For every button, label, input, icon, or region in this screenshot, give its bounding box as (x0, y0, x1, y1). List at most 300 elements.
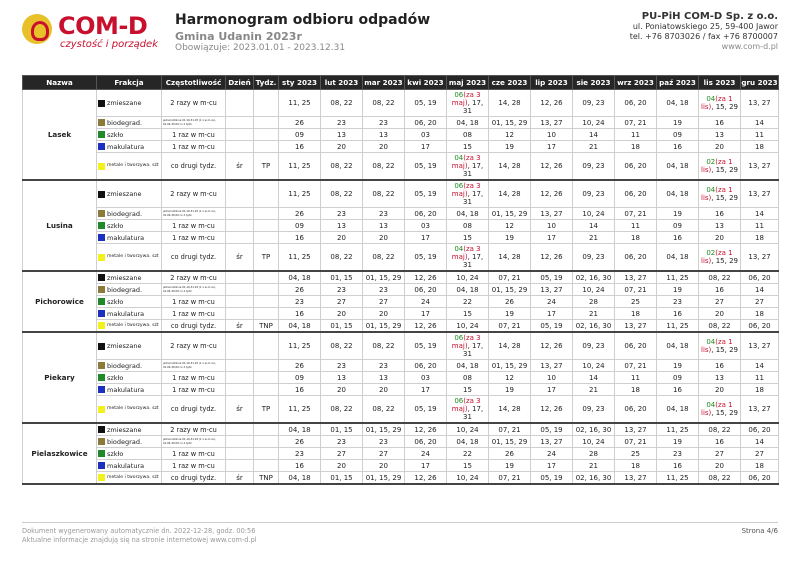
pickup-dates-cell: 07, 21 (615, 117, 657, 129)
fraction-cell (97, 423, 162, 436)
fraction-color-swatch (98, 374, 105, 381)
fraction-color-swatch (98, 143, 105, 150)
day-cell (226, 332, 254, 360)
pickup-dates-cell: 19 (657, 436, 699, 448)
week-cell (254, 384, 279, 396)
week-cell (254, 232, 279, 244)
pickup-dates-cell: 24 (531, 448, 573, 460)
pickup-dates-cell: 01, 15 (321, 271, 363, 284)
pickup-dates-cell: 08, 22 (363, 244, 405, 272)
column-header: maj 2023 (447, 76, 489, 90)
pickup-dates-cell: 25 (615, 296, 657, 308)
pickup-dates-cell: 03 (405, 372, 447, 384)
pickup-dates-cell: 26 (489, 296, 531, 308)
table-row (23, 472, 779, 485)
pickup-dates-cell: 06, 20 (405, 360, 447, 372)
table-row (23, 208, 779, 220)
pickup-dates-cell: 23 (657, 296, 699, 308)
table-row (23, 271, 779, 284)
pickup-dates-cell: 23 (321, 284, 363, 296)
pickup-dates-cell: 23 (279, 448, 321, 460)
pickup-dates-cell: 20 (321, 141, 363, 153)
remaining-dates: , 17, 31 (463, 162, 484, 178)
pickup-dates-cell: 01, 15, 29 (489, 208, 531, 220)
pickup-dates-cell: 12 (489, 372, 531, 384)
pickup-dates-cell: 13 (699, 129, 741, 141)
pickup-dates-cell: 16 (699, 208, 741, 220)
week-cell (254, 360, 279, 372)
pickup-dates-cell: 04, 18 (657, 90, 699, 117)
fraction-color-swatch (98, 474, 105, 481)
frequency-label: 2 razy w m-cu (170, 342, 217, 350)
pickup-dates-cell: 06, 20 (405, 208, 447, 220)
shifted-date: 06 (454, 182, 464, 190)
day-cell: śr (226, 320, 254, 333)
fraction-color-swatch (98, 386, 105, 393)
pickup-dates-cell: 26 (279, 117, 321, 129)
pickup-dates-cell: 18 (615, 141, 657, 153)
pickup-dates-cell (699, 153, 741, 181)
pickup-dates-cell: 07, 21 (489, 423, 531, 436)
pickup-dates-cell: 11, 25 (279, 244, 321, 272)
pickup-dates-cell: 18 (615, 460, 657, 472)
pickup-dates-cell: 09 (279, 129, 321, 141)
pickup-dates-cell: 13, 27 (741, 90, 779, 117)
fraction-label: metale i tworzywa. szt (107, 406, 159, 411)
pickup-dates-cell: 16 (699, 117, 741, 129)
table-row (23, 460, 779, 472)
fraction-label: zmieszane (107, 273, 142, 282)
pickup-dates-cell: 23 (363, 284, 405, 296)
table-row (23, 90, 779, 117)
pickup-dates-cell: 09, 23 (573, 332, 615, 360)
frequency-cell (162, 372, 226, 384)
week-cell (254, 129, 279, 141)
pickup-dates-cell: 01, 15, 29 (363, 423, 405, 436)
frequency-cell (162, 220, 226, 232)
remaining-dates: , 15, 29 (711, 257, 738, 265)
week-cell (254, 308, 279, 320)
pickup-dates-cell: 11, 25 (279, 396, 321, 424)
pickup-dates-cell: 18 (615, 232, 657, 244)
pickup-dates-cell: 23 (321, 360, 363, 372)
day-cell (226, 460, 254, 472)
frequency-label: 1 raz w m-cu (172, 297, 215, 306)
pickup-dates-cell: 12, 26 (531, 244, 573, 272)
fraction-color-swatch (98, 274, 105, 281)
table-row (23, 372, 779, 384)
pickup-dates-cell: 12, 26 (531, 396, 573, 424)
pickup-dates-cell: 14 (741, 208, 779, 220)
remaining-dates: , 17, 31 (463, 253, 484, 269)
pickup-dates-cell: 20 (699, 232, 741, 244)
pickup-dates-cell: 13, 27 (531, 284, 573, 296)
fraction-color-swatch (98, 362, 105, 369)
pickup-dates-cell: 17 (405, 232, 447, 244)
frequency-cell (162, 472, 226, 485)
pickup-dates-cell: 13, 27 (615, 271, 657, 284)
company-phone: tel. +76 8703026 / fax +76 8700007 (629, 32, 778, 41)
pickup-dates-cell: 14, 28 (489, 332, 531, 360)
day-cell (226, 436, 254, 448)
pickup-dates-cell: 12 (489, 129, 531, 141)
pickup-dates-cell: 01, 15, 29 (489, 360, 531, 372)
day-cell: śr (226, 472, 254, 485)
frequency-label: jednorodzinne 01.10-31.03 (1 x w m-cu), 01.04-30.09 co 2 tydz. (163, 119, 216, 126)
day-cell (226, 372, 254, 384)
pickup-dates-cell: 18 (615, 308, 657, 320)
frequency-cell (162, 296, 226, 308)
pickup-dates-cell: 23 (657, 448, 699, 460)
pickup-dates-cell (699, 332, 741, 360)
fraction-label: zmieszane (107, 425, 142, 434)
pickup-dates-cell: 16 (657, 460, 699, 472)
pickup-dates-cell: 23 (363, 117, 405, 129)
fraction-label: biodegrad. (107, 361, 143, 370)
pickup-dates-cell: 20 (363, 232, 405, 244)
week-cell (254, 180, 279, 208)
week-cell (254, 90, 279, 117)
company-website[interactable]: www.com-d.pl (721, 42, 778, 51)
pickup-dates-cell: 04, 18 (447, 284, 489, 296)
pickup-dates-cell: 09, 23 (573, 396, 615, 424)
fraction-color-swatch (98, 191, 105, 198)
pickup-dates-cell: 10, 24 (573, 117, 615, 129)
pickup-dates-cell: 06, 20 (405, 117, 447, 129)
frequency-cell (162, 271, 226, 284)
pickup-dates-cell (447, 180, 489, 208)
footer-generated: Dokument wygenerowany automatycznie dn. 2022-12-28, godz. 00:56 (22, 527, 256, 535)
table-row (23, 244, 779, 272)
column-header: paź 2023 (657, 76, 699, 90)
holiday-note: (za 3 maj) (451, 397, 481, 413)
table-row (23, 332, 779, 360)
pickup-dates-cell: 13, 27 (531, 208, 573, 220)
pickup-dates-cell: 20 (321, 308, 363, 320)
pickup-dates-cell: 06, 20 (615, 90, 657, 117)
pickup-dates-cell: 05, 19 (405, 180, 447, 208)
remaining-dates: , 15, 29 (711, 103, 738, 111)
pickup-dates-cell: 04, 18 (447, 436, 489, 448)
pickup-dates-cell: 05, 19 (405, 90, 447, 117)
fraction-cell (97, 320, 162, 333)
column-header: Frakcja (97, 76, 162, 90)
frequency-cell (162, 448, 226, 460)
pickup-dates-cell: 04, 18 (279, 271, 321, 284)
fraction-label: makulatura (107, 233, 145, 242)
pickup-dates-cell: 16 (699, 436, 741, 448)
validity-period: Obowiązuje: 2023.01.01 - 2023.12.31 (175, 43, 346, 53)
pickup-dates-cell: 14 (573, 129, 615, 141)
pickup-dates-cell: 02, 16, 30 (573, 423, 615, 436)
pickup-dates-cell: 10 (531, 220, 573, 232)
fraction-color-swatch (98, 119, 105, 126)
table-row (23, 423, 779, 436)
column-header: lip 2023 (531, 76, 573, 90)
pickup-dates-cell: 08, 22 (699, 320, 741, 333)
frequency-label: 1 raz w m-cu (172, 142, 215, 151)
pickup-dates-cell: 18 (741, 232, 779, 244)
pickup-dates-cell: 11, 25 (279, 90, 321, 117)
pickup-dates-cell (699, 90, 741, 117)
pickup-dates-cell: 08, 22 (363, 180, 405, 208)
pickup-dates-cell: 01, 15, 29 (489, 436, 531, 448)
pickup-dates-cell: 19 (489, 308, 531, 320)
day-cell (226, 448, 254, 460)
pickup-dates-cell: 01, 15, 29 (489, 284, 531, 296)
fraction-cell (97, 208, 162, 220)
day-cell (226, 271, 254, 284)
frequency-label: 2 razy w m-cu (170, 425, 217, 434)
pickup-dates-cell: 06, 20 (405, 436, 447, 448)
remaining-dates: , 15, 29 (711, 409, 738, 417)
pickup-dates-cell: 04, 18 (279, 472, 321, 485)
pickup-dates-cell: 08, 22 (321, 396, 363, 424)
pickup-dates-cell: 08 (447, 372, 489, 384)
pickup-dates-cell: 27 (699, 296, 741, 308)
day-cell (226, 141, 254, 153)
pickup-dates-cell: 27 (363, 448, 405, 460)
pickup-dates-cell: 24 (405, 448, 447, 460)
frequency-cell (162, 320, 226, 333)
pickup-dates-cell: 13, 27 (615, 320, 657, 333)
fraction-label: metale i tworzywa. szt (107, 163, 159, 168)
day-cell: śr (226, 244, 254, 272)
pickup-dates-cell: 11 (615, 220, 657, 232)
fraction-label: makulatura (107, 385, 145, 394)
frequency-label: 1 raz w m-cu (172, 130, 215, 139)
footer-info (22, 527, 257, 545)
frequency-label: 1 raz w m-cu (172, 233, 215, 242)
pickup-dates-cell: 18 (741, 384, 779, 396)
location-name: Pielaszkowice (23, 423, 97, 484)
remaining-dates: , 15, 29 (711, 166, 738, 174)
remaining-dates: , 15, 29 (711, 346, 738, 354)
pickup-dates-cell: 14 (741, 436, 779, 448)
week-cell (254, 372, 279, 384)
pickup-dates-cell: 16 (279, 460, 321, 472)
pickup-dates-cell: 07, 21 (489, 271, 531, 284)
fraction-label: biodegrad. (107, 437, 143, 446)
shifted-date: 02 (706, 158, 716, 166)
day-cell (226, 90, 254, 117)
pickup-dates-cell: 05, 19 (531, 472, 573, 485)
pickup-dates-cell: 24 (531, 296, 573, 308)
pickup-dates-cell: 23 (321, 436, 363, 448)
pickup-dates-cell: 06, 20 (615, 396, 657, 424)
frequency-cell (162, 232, 226, 244)
pickup-dates-cell: 23 (321, 117, 363, 129)
frequency-cell (162, 423, 226, 436)
pickup-dates-cell: 10, 24 (447, 472, 489, 485)
frequency-cell (162, 396, 226, 424)
pickup-dates-cell: 23 (321, 208, 363, 220)
remaining-dates: , 17, 31 (463, 190, 484, 206)
pickup-dates-cell: 20 (321, 384, 363, 396)
pickup-dates-cell: 08, 22 (363, 396, 405, 424)
fraction-cell (97, 244, 162, 272)
frequency-cell (162, 384, 226, 396)
day-cell: śr (226, 153, 254, 181)
pickup-dates-cell: 09, 23 (573, 90, 615, 117)
day-cell: śr (226, 396, 254, 424)
location-name: Lasek (23, 90, 97, 181)
fraction-cell (97, 396, 162, 424)
holiday-note: (za 3 maj) (451, 245, 481, 261)
location-name: Pichorowice (23, 271, 97, 332)
page-number: Strona 4/6 (741, 527, 778, 535)
pickup-dates-cell: 11 (741, 372, 779, 384)
table-row (23, 384, 779, 396)
frequency-label: 1 raz w m-cu (172, 221, 215, 230)
frequency-label: 1 raz w m-cu (172, 449, 215, 458)
fraction-cell (97, 90, 162, 117)
frequency-cell (162, 244, 226, 272)
column-header: Tydz. (254, 76, 279, 90)
pickup-dates-cell: 08, 22 (321, 332, 363, 360)
pickup-dates-cell: 14, 28 (489, 244, 531, 272)
shifted-date: 04 (706, 95, 716, 103)
pickup-dates-cell: 19 (657, 360, 699, 372)
shifted-date: 04 (454, 154, 464, 162)
fraction-color-swatch (98, 343, 105, 350)
pickup-dates-cell: 07, 21 (615, 284, 657, 296)
frequency-label: 1 raz w m-cu (172, 309, 215, 318)
fraction-cell (97, 360, 162, 372)
shifted-date: 04 (706, 401, 716, 409)
fraction-cell (97, 384, 162, 396)
fraction-cell (97, 284, 162, 296)
pickup-dates-cell: 06, 20 (741, 271, 779, 284)
frequency-cell (162, 90, 226, 117)
pickup-dates-cell: 04, 18 (657, 180, 699, 208)
pickup-dates-cell: 15 (447, 384, 489, 396)
day-cell (226, 308, 254, 320)
pickup-dates-cell: 11 (741, 220, 779, 232)
fraction-cell (97, 436, 162, 448)
pickup-dates-cell: 24 (405, 296, 447, 308)
frequency-cell (162, 460, 226, 472)
logo-tagline: czystość i porządek (60, 39, 159, 50)
pickup-dates-cell: 16 (699, 360, 741, 372)
holiday-note: (za 1 lis) (701, 95, 733, 111)
pickup-dates-cell: 12, 26 (405, 320, 447, 333)
pickup-dates-cell: 08 (447, 129, 489, 141)
pickup-dates-cell: 11, 25 (279, 153, 321, 181)
fraction-label: biodegrad. (107, 209, 143, 218)
frequency-cell (162, 284, 226, 296)
pickup-dates-cell: 14 (573, 372, 615, 384)
table-row (23, 117, 779, 129)
pickup-dates-cell: 09, 23 (573, 244, 615, 272)
pickup-dates-cell: 14 (741, 284, 779, 296)
table-row (23, 141, 779, 153)
pickup-dates-cell: 18 (741, 308, 779, 320)
pickup-dates-cell: 20 (321, 232, 363, 244)
pickup-dates-cell: 21 (573, 308, 615, 320)
pickup-dates-cell: 08, 22 (363, 153, 405, 181)
week-cell (254, 296, 279, 308)
holiday-note: (za 1 lis) (701, 186, 733, 202)
frequency-label: 2 razy w m-cu (170, 99, 217, 107)
shifted-date: 06 (454, 397, 464, 405)
pickup-dates-cell: 01, 15, 29 (363, 472, 405, 485)
pickup-dates-cell: 19 (489, 141, 531, 153)
pickup-dates-cell: 04, 18 (657, 396, 699, 424)
pickup-dates-cell: 26 (279, 284, 321, 296)
holiday-note: (za 1 lis) (701, 338, 733, 354)
holiday-note: (za 3 maj) (451, 182, 481, 198)
pickup-dates-cell: 20 (321, 460, 363, 472)
frequency-label: co drugi tydz. (170, 321, 217, 330)
pickup-dates-cell: 13 (699, 372, 741, 384)
pickup-dates-cell: 16 (279, 384, 321, 396)
fraction-color-swatch (98, 100, 105, 107)
fraction-cell (97, 180, 162, 208)
pickup-dates-cell: 20 (699, 308, 741, 320)
pickup-dates-cell: 21 (573, 460, 615, 472)
pickup-dates-cell: 04, 18 (279, 423, 321, 436)
table-header-row (23, 76, 779, 90)
fraction-cell (97, 460, 162, 472)
week-cell (254, 423, 279, 436)
table-row (23, 396, 779, 424)
week-cell: TP (254, 244, 279, 272)
pickup-dates-cell: 26 (279, 208, 321, 220)
fraction-cell (97, 232, 162, 244)
pickup-dates-cell: 04, 18 (657, 244, 699, 272)
fraction-label: szkło (107, 373, 124, 382)
frequency-cell (162, 153, 226, 181)
fraction-label: zmieszane (107, 99, 142, 107)
fraction-color-swatch (98, 426, 105, 433)
pickup-dates-cell: 21 (573, 232, 615, 244)
pickup-dates-cell: 13 (699, 220, 741, 232)
fraction-color-swatch (98, 286, 105, 293)
pickup-dates-cell: 05, 19 (405, 332, 447, 360)
pickup-dates-cell: 26 (279, 436, 321, 448)
fraction-color-swatch (98, 310, 105, 317)
holiday-note: (za 1 lis) (701, 249, 733, 265)
week-cell (254, 117, 279, 129)
pickup-dates-cell: 11, 25 (279, 180, 321, 208)
day-cell (226, 117, 254, 129)
pickup-dates-cell: 26 (279, 360, 321, 372)
pickup-dates-cell: 13, 27 (741, 396, 779, 424)
pickup-dates-cell: 10, 24 (573, 360, 615, 372)
fraction-cell (97, 448, 162, 460)
pickup-dates-cell: 10, 24 (447, 423, 489, 436)
column-header: sie 2023 (573, 76, 615, 90)
pickup-dates-cell: 12, 26 (531, 180, 573, 208)
holiday-note: (za 1 lis) (701, 401, 733, 417)
fraction-label: makulatura (107, 142, 145, 151)
day-cell (226, 284, 254, 296)
frequency-cell (162, 141, 226, 153)
fraction-label: szkło (107, 130, 124, 139)
pickup-dates-cell: 01, 15, 29 (363, 320, 405, 333)
pickup-dates-cell: 12, 26 (531, 90, 573, 117)
pickup-dates-cell: 09 (657, 220, 699, 232)
pickup-dates-cell: 14 (741, 360, 779, 372)
pickup-dates-cell: 20 (699, 460, 741, 472)
frequency-label: 2 razy w m-cu (170, 273, 217, 282)
pickup-dates-cell: 05, 19 (531, 320, 573, 333)
pickup-dates-cell: 09 (279, 372, 321, 384)
page-subtitle: Gmina Udanin 2023r (175, 30, 302, 43)
pickup-dates-cell: 13 (363, 220, 405, 232)
week-cell (254, 271, 279, 284)
